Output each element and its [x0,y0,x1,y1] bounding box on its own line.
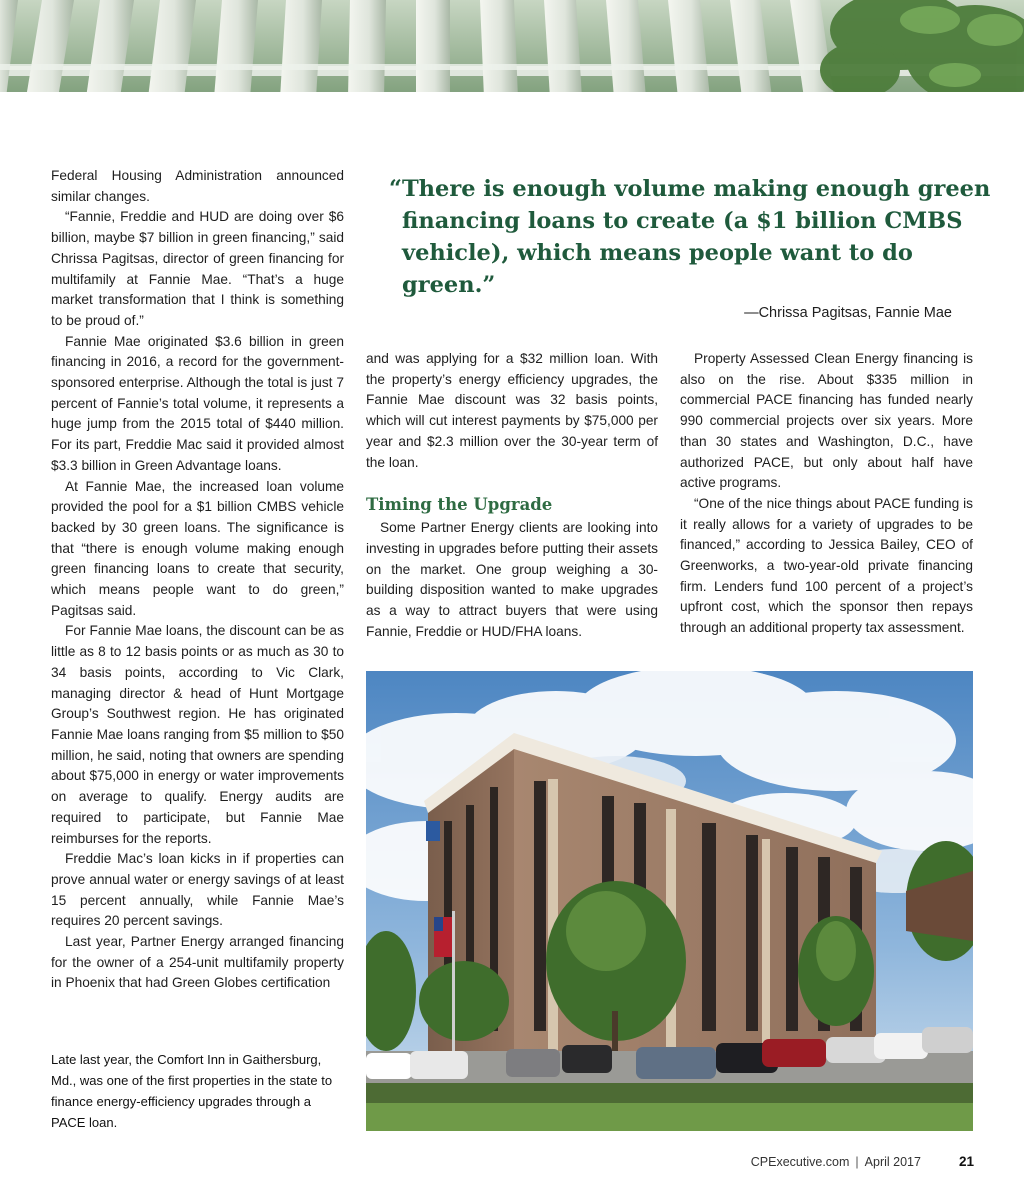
pull-quote: “There is enough volume making enough green financing loans to create (a $1 billion CMBS vehicle), which means people want to do green.” [389,176,991,298]
paragraph: Freddie Mac’s loan kicks in if properties can prove annual water or energy savings of at least 15 percent annually, while Fannie Mae’s requires 20 percent savings. [51,851,344,929]
paragraph: Some Partner Energy clients are looking into investing in upgrades before putting their assets on the market. One group weighing a 30-building disposition wanted to make upgrades as a way to attract buyers that were using Fannie, Freddie or HUD/FHA loans. [366,520,658,639]
hotel-building-photo [366,671,973,1131]
facade-slats-image [0,0,1024,98]
footer-separator: | [855,1155,859,1169]
body-column-1 [51,166,344,994]
paragraph: Last year, Partner Energy arranged financing for the owner of a 254-unit multifamily property in Phoenix that had Green Globes certification [51,934,344,991]
paragraph: Property Assessed Clean Energy financing is also on the rise. About $335 million in commercial PACE financing has funded nearly 990 commercial projects over six years. More than 30 states and Washington, D.C., have authorized PACE, but only about half have active programs. [680,351,973,491]
paragraph: For Fannie Mae loans, the discount can be as little as 8 to 12 basis points or as much as 30 to 34 basis points, according to Vic Clark, managing director & head of Hunt Mortgage Group’s Southwest region. He has originated Fannie Mae loans ranging from $5 million to $50 million, he said, noting that owners are spending about $75,000 in energy or water improvements on average to qualify. Energy audits are required to participate, but Fannie Mae reimburses for the reports. [51,623,344,846]
body-column-2 [366,349,658,642]
page-footer [700,1154,974,1172]
paragraph: At Fannie Mae, the increased loan volume provided the pool for a $1 billion CMBS vehicle backed by 30 green loans. The significance is that “there is enough volume making enough green financing loans to create that security, which means people want to do green,” Pagitsas said. [51,478,344,618]
page-number: 21 [958,1154,974,1169]
section-subhead: Timing the Upgrade [366,495,553,515]
footer-issue: April 2017 [864,1155,921,1169]
header-photo-banner [0,0,1024,98]
pull-quote-attribution: —Chrissa Pagitsas, Fannie Mae [744,305,952,321]
body-column-3 [680,349,973,639]
paragraph: Federal Housing Administration announced similar changes. [51,168,344,204]
footer-site: CPExecutive.com [750,1155,850,1169]
building-illustration [366,671,973,1131]
paragraph: “Fannie, Freddie and HUD are doing over $6 billion, maybe $7 billion in green financing,” said Chrissa Pagitsas, director of green financing for multifamily at Fannie Mae. “That’s a huge market transformation that I think is something to be proud of.” [51,209,344,328]
photo-caption: Late last year, the Comfort Inn in Gaithersburg, Md., was one of the first properties in the state to finance energy-efficiency upgrades through a PACE loan. [51,1052,333,1130]
paragraph: Fannie Mae originated $3.6 billion in green financing in 2016, a record for the government-sponsored enterprise. Although the total is just 7 percent of Fannie’s total volume, it represents a huge jump from the 2015 total of $440 million. For its part, Freddie Mac said it provided almost $3.3 billion in Green Advantage loans. [51,333,344,473]
paragraph: and was applying for a $32 million loan. With the property’s energy efficiency upgrades, the Fannie Mae discount was 32 basis points, which will cut interest payments by $75,000 per year and $2.3 million over the 30-year term of the loan. [366,351,658,470]
paragraph: “One of the nice things about PACE funding is it really allows for a variety of upgrades to be financed,” according to Jessica Bailey, CEO of Greenworks, a two-year-old private financing firm. Lenders fund 100 percent of a project’s upfront cost, which the sponsor then repays through an additional property tax assessment. [680,495,973,636]
